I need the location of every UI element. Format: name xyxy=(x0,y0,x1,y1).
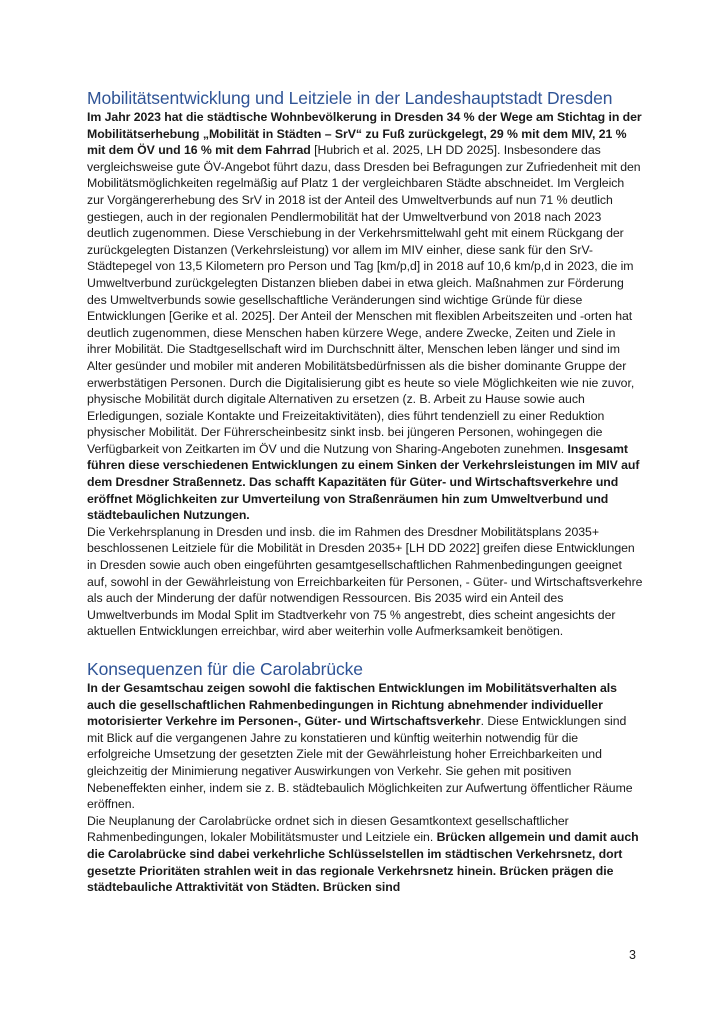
bold-text: In der Gesamtschau zeigen sowohl die faktischen Entwicklungen im Mobilitätsverhalten als auch die gesellschaftlichen Rahmenbedingungen in Richtung abnehmender individueller motorisierter Verkehre im Personen-, Güter- und Wirtschaftsverkehr xyxy=(87,681,617,729)
bold-text: Im Jahr 2023 hat die städtische Wohnbevölkerung in Dresden 34 % der Wege am Stichtag in der Mobilitätserhebung „Mobilität in Städten – SrV“ zu Fuß zurückgelegt, 29 % mit dem MIV, 21 % mit dem ÖV und 16 % mit dem Fahrrad xyxy=(87,110,642,158)
body-text: Die Neuplanung der Carolabrücke ordnet sich in diesen Gesamtkontext gesellschaftlicher Rahmenbedingungen, lokaler Mobilitätsmuster und Leitziele ein. xyxy=(87,813,569,845)
paragraph-bridge-planning xyxy=(87,813,643,896)
page-content xyxy=(87,87,643,896)
section-heading-mobility: Mobilitätsentwicklung und Leitziele in der Landeshauptstadt Dresden xyxy=(87,88,613,108)
body-text: [Hubrich et al. 2025, LH DD 2025]. Insbesondere das vergleichsweise gute ÖV-Angebot führt dazu, dass Dresden bei Befragungen zur Zufriedenheit mit den Mobilitätsmöglichkeiten regelmäßig auf Platz 1 der vergleichbaren Städte abschneidet. Im Vergleich zur Vorgängererhebung des SrV in 2018 ist der Anteil des Umweltverbunds auf nun 71 % deutlich gestiegen, auch in der regionalen Pendlermobilität hat der Umweltverbund von 2018 nach 2023 deutlich zugenommen. Diese Verschiebung in der Verkehrsmittelwahl geht mit einem Rückgang der zurückgelegten Distanzen (Verkehrsleistung) vor allem im MIV einher, diese sank für den SrV-Städtepegel von 13,5 Kilometern pro Person und Tag [km/p,d] in 2018 auf 10,6 km/p,d in 2023, die im Umweltverbund zurückgelegten Distanzen blieben dabei in etwa gleich. Maßnahmen zur Förderung des Umweltverbunds sowie gesellschaftliche Veränderungen sind wichtige Gründe für diese Entwicklungen [Gerike et al. 2025]. Der Anteil der Menschen mit flexiblen Arbeitszeiten und -orten hat deutlich zugenommen, diese Menschen haben kürzere Wege, andere Zwecke, Zeiten und Ziele in ihrer Mobilität. Die Stadtgesellschaft wird im Durchschnitt älter, Menschen leben länger und sind im Alter gesünder und mobiler mit anderen Mobilitätsbedürfnissen als die bisher dominante Gruppe der erwerbstätigen Personen. Durch die Digitalisierung gibt es heute so viele Möglichkeiten wie nie zuvor, physische Mobilität durch digitale Alternativen zu ersetzen (z. B. Arbeit zu Hause sowie auch Erledigungen, soziale Kontakte und Freizeitaktivitäten), dies führt tendenziell zu einer Reduktion physischer Mobilität. Der Führerscheinbesitz sinkt insb. bei jüngeren Personen, wohingegen die Verfügbarkeit von Zeitkarten im ÖV und die Nutzung von Sharing-Angeboten zunehmen. xyxy=(87,143,641,456)
body-text: . Diese Entwicklungen sind mit Blick auf die vergangenen Jahre zu konstatieren und künftig weiterhin notwendig für die erfolgreiche Umsetzung der gesetzten Ziele mit der Gewährleistung hoher Erreichbarkeiten und gleichzeitig der Minimierung negativer Auswirkungen von Verkehr. Sie gehen mit positiven Nebeneffekten einher, indem sie z. B. städtebaulich Möglichkeiten zur Aufwertung öffentlicher Räume eröffnen. xyxy=(87,714,633,812)
bold-text: Brücken allgemein und damit auch die Carolabrücke sind dabei verkehrliche Schlüsselstellen im städtischen Verkehrsnetz, dort gesetzte Prioritäten strahlen weit in das regionale Verkehrsnetz hinein. Brücken prägen die städtebauliche Attraktivität von Städten. Brücken sind xyxy=(87,830,639,895)
paragraph-traffic-planning: Die Verkehrsplanung in Dresden und insb. die im Rahmen des Dresdner Mobilitätsplans 2035+ beschlossenen Leitziele für die Mobilität in Dresden 2035+ [LH DD 2022] greifen diese Entwicklungen in Dresden sowie auch oben eingeführten gesamtgesellschaftlichen Rahmenbedingungen geeignet auf, sowohl in der Gewährleistung von Erreichbarkeiten für Personen, - Güter- und Wirtschaftsverkehre als auch der Minderung der dafür notwendigen Ressourcen. Bis 2035 wird ein Anteil des Umweltverbunds im Modal Split im Stadtverkehr von 75 % angestrebt, dies scheint angesichts der aktuellen Entwicklungen erreichbar, wird aber weiterhin volle Aufmerksamkeit benötigen. xyxy=(87,524,643,639)
paragraph-overview xyxy=(87,680,643,813)
bold-text: Insgesamt führen diese verschiedenen Entwicklungen zu einem Sinken der Verkehrsleistungen im MIV auf dem Dresdner Straßennetz. Das schafft Kapazitäten für Güter- und Wirtschaftsverkehre und eröffnet Möglichkeiten zur Umverteilung von Straßenräumen hin zum Umweltverbund und städtebaulichen Nutzungen. xyxy=(87,441,640,523)
page-number: 3 xyxy=(629,948,636,962)
section-heading-carolabruecke: Konsequenzen für die Carolabrücke xyxy=(87,659,363,679)
paragraph-mobility-survey xyxy=(87,109,643,524)
